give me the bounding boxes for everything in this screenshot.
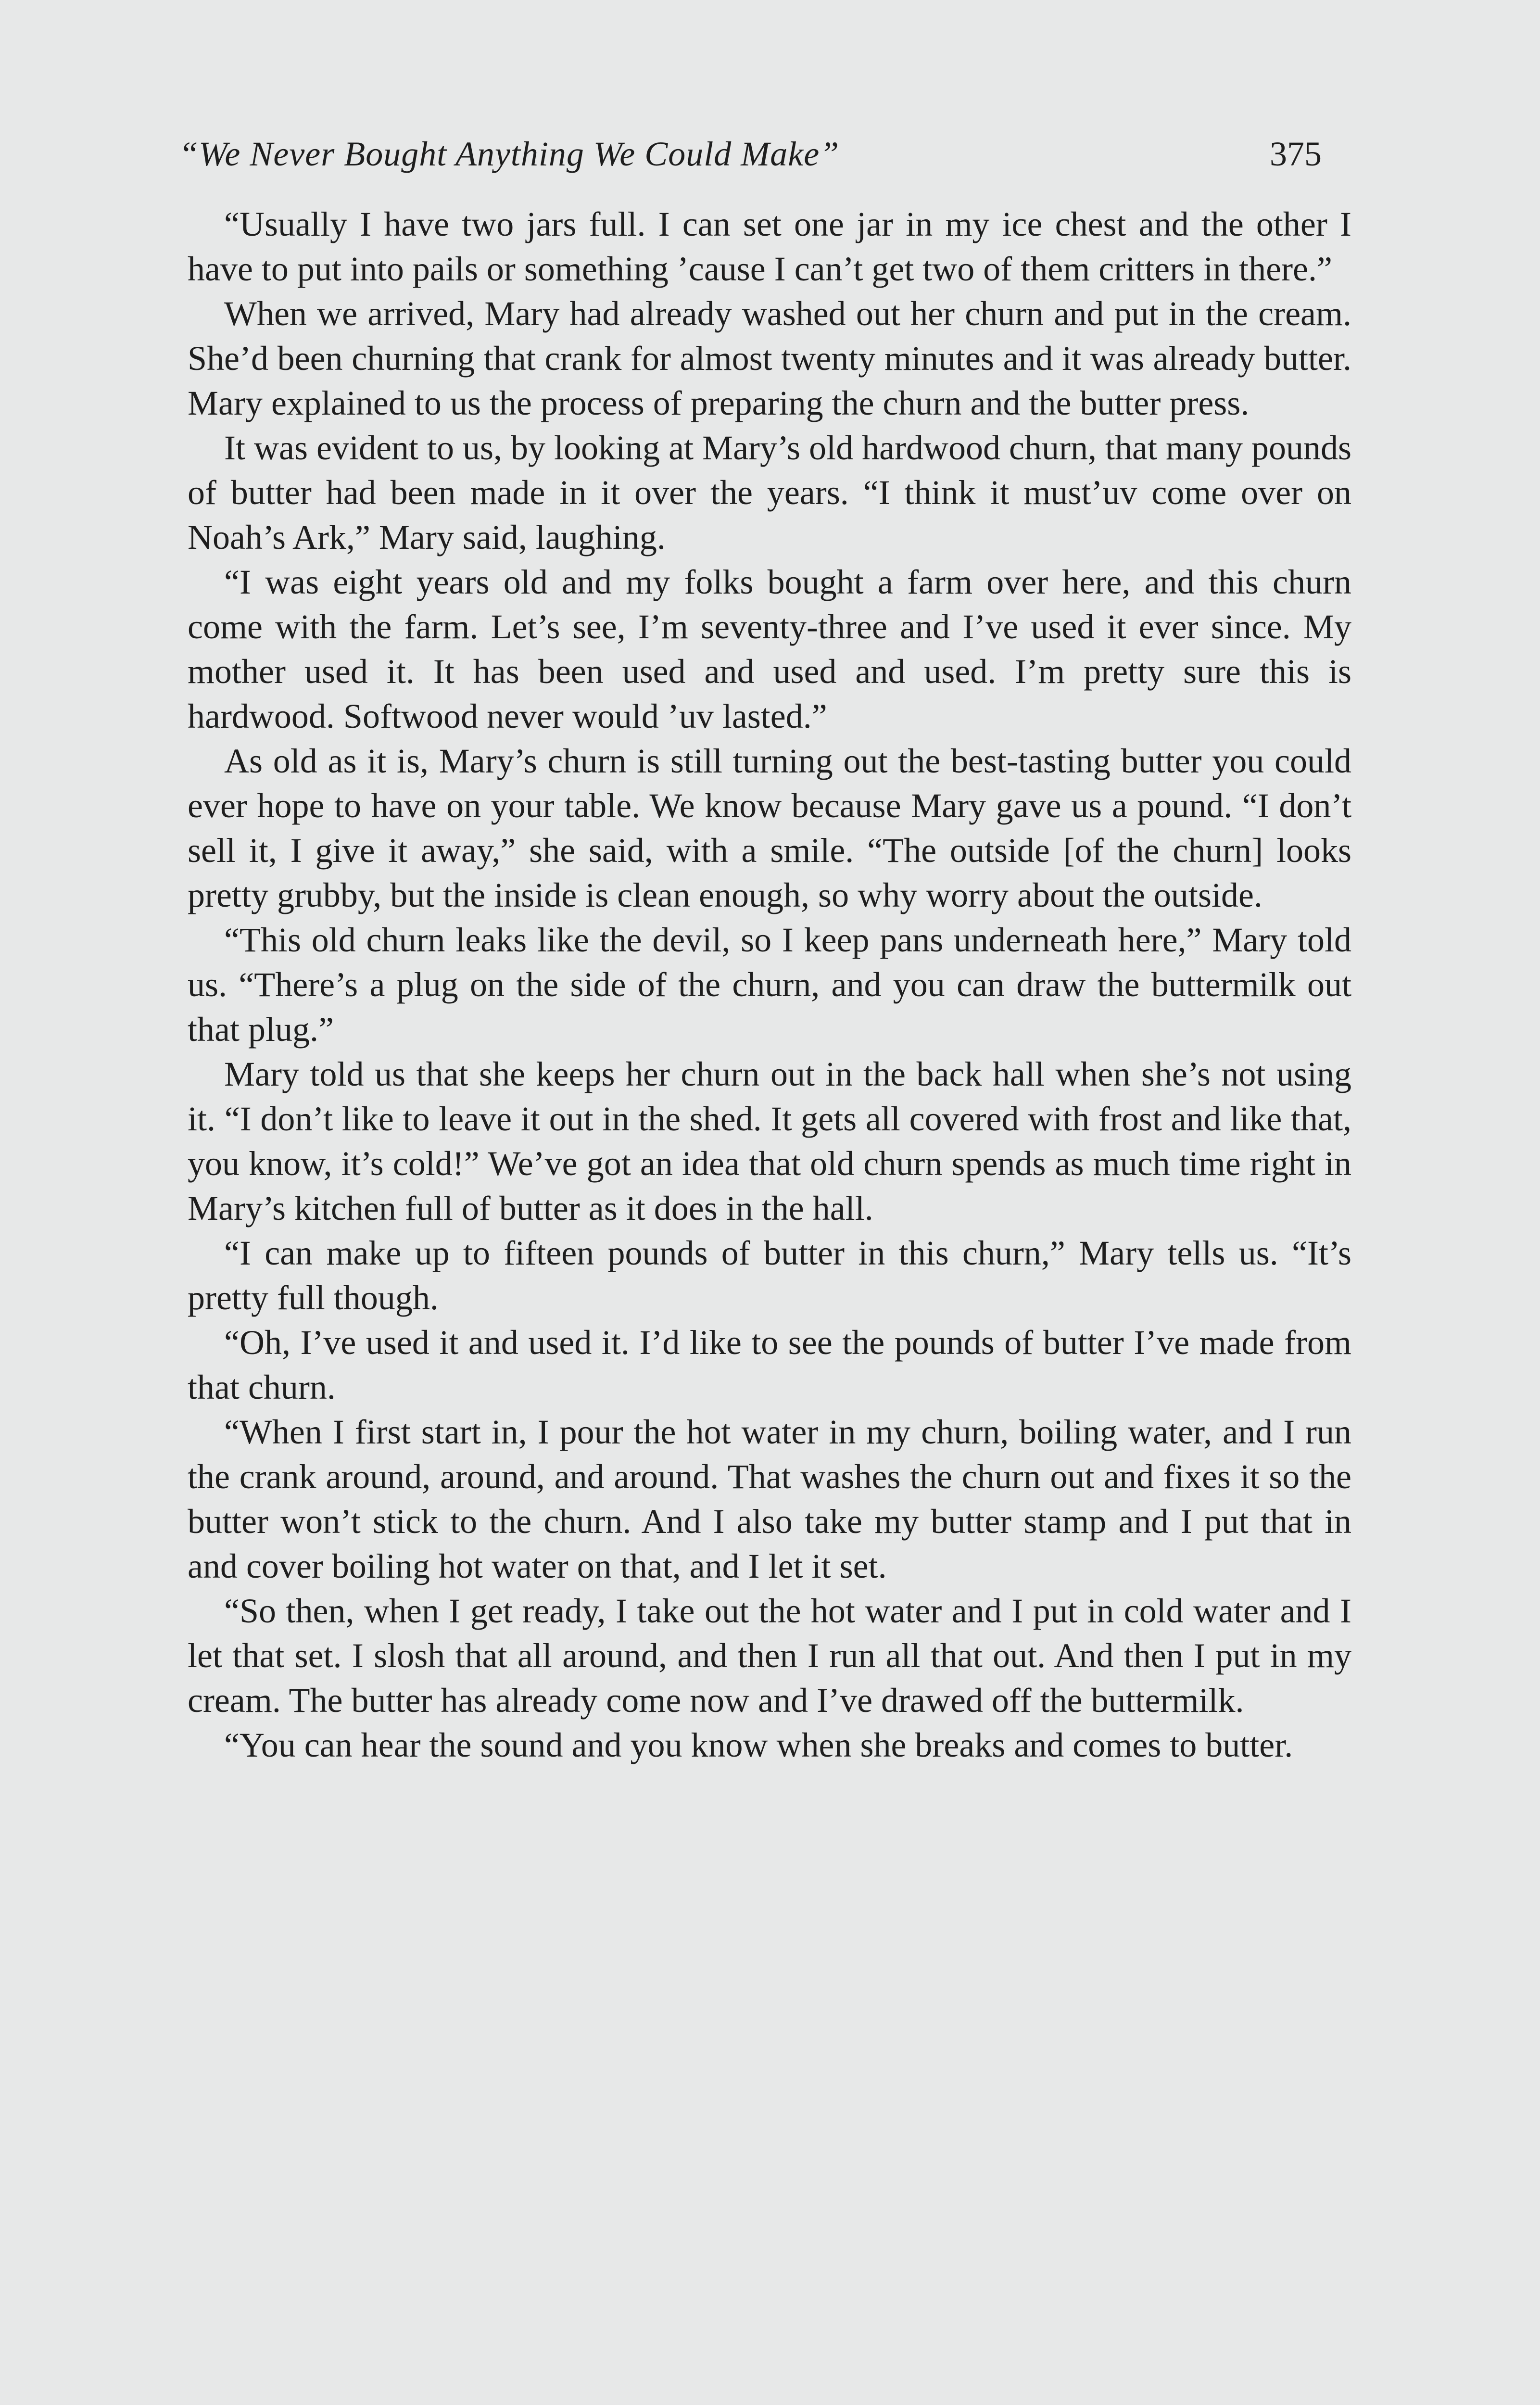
paragraph: When we arrived, Mary had already washed out her churn and put in the cream. She’d been churning that crank for almost twenty minutes and it was already butter. Mary explained to us the process of preparing the churn and the butter press. [188, 294, 1351, 422]
body-text [188, 202, 1351, 1768]
paragraph: “When I first start in, I pour the hot water in my churn, boiling water, and I run the crank around, around, and around. That washes the churn out and fixes it so the butter won’t stick to the churn. And I also take my butter stamp and I put that in and cover boiling hot water on that, and I let it set. [188, 1413, 1351, 1585]
paragraph: It was evident to us, by looking at Mary’s old hardwood churn, that many pounds of butter had been made in it over the years. “I think it must’uv come over on Noah’s Ark,” Mary said, laughing. [188, 429, 1351, 557]
paragraph: Mary told us that she keeps her churn out in the back hall when she’s not using it. “I don’t like to leave it out in the shed. It gets all covered with frost and like that, you know, it’s cold!” We’ve got an idea that old churn spends as much time right in Mary’s kitchen full of butter as it does in the hall. [188, 1055, 1351, 1228]
paragraph: “I can make up to fifteen pounds of butter in this churn,” Mary tells us. “It’s pretty full though. [188, 1234, 1351, 1317]
paragraph: “You can hear the sound and you know when she breaks and comes to butter. [224, 1726, 1293, 1764]
paragraph: “Usually I have two jars full. I can set one jar in my ice chest and the other I have to put into pails or something ’cause I can’t get two of them critters in there.” [188, 205, 1351, 288]
paragraph: “I was eight years old and my folks bought a farm over here, and this churn come with the farm. Let’s see, I’m seventy-three and I’ve used it ever since. My mother used it. It has been used and used and used. I’m pretty sure this is hardwood. Softwood never would ’uv lasted.” [188, 563, 1351, 735]
paragraph: As old as it is, Mary’s churn is still turning out the best-tasting butter you could ever hope to have on your table. We know because Mary gave us a pound. “I don’t sell it, I give it away,” she said, with a smile. “The outside [of the churn] looks pretty grubby, but the inside is clean enough, so why worry about the outside. [188, 742, 1351, 914]
paragraph: “So then, when I get ready, I take out the hot water and I put in cold water and I let that set. I slosh that all around, and then I run all that out. And then I put in my cream. The butter has already come now and I’ve drawed off the buttermilk. [188, 1592, 1351, 1720]
running-head-title: “We Never Bought Anything We Could Make” [179, 135, 840, 173]
paragraph: “Oh, I’ve used it and used it. I’d like to see the pounds of butter I’ve made from that churn. [188, 1323, 1351, 1406]
paragraph: “This old churn leaks like the devil, so I keep pans underneath here,” Mary told us. “There’s a plug on the side of the churn, and you can draw the buttermilk out that plug.” [188, 921, 1351, 1049]
page-number: 375 [1270, 135, 1322, 173]
